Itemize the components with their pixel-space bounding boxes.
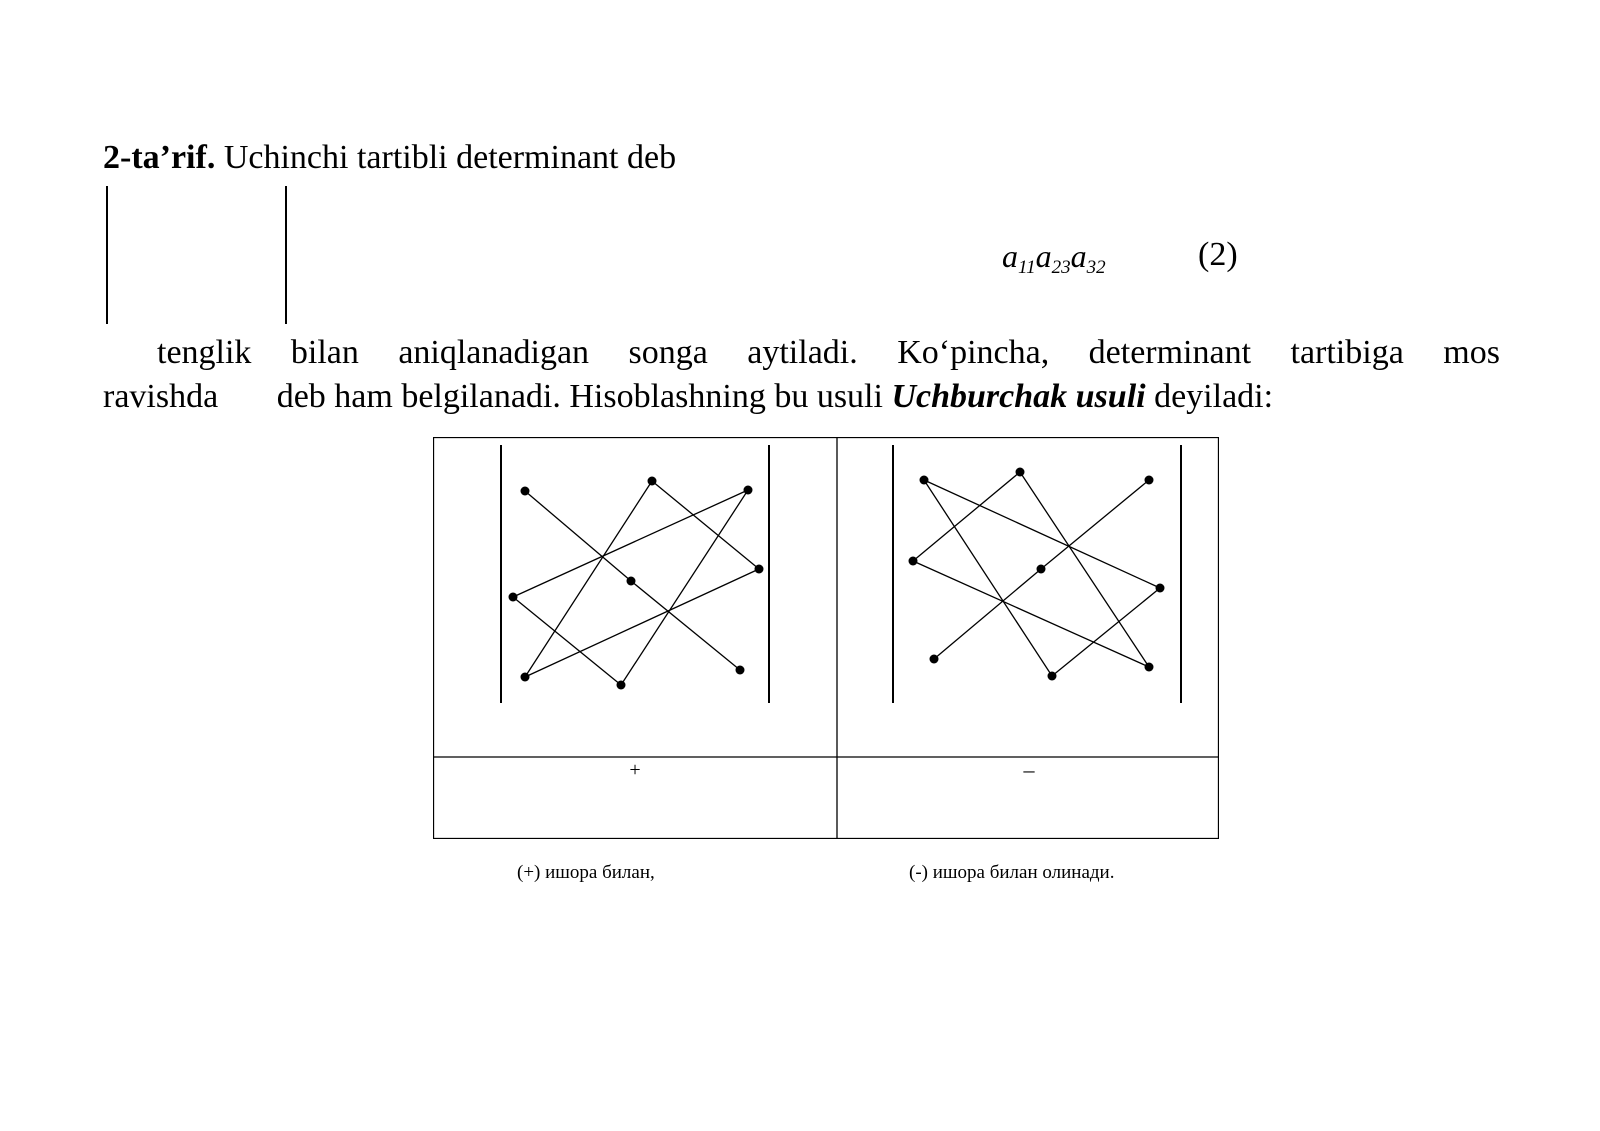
caption-minus: (-) ишора билан олинади.	[909, 862, 1115, 883]
definition-label: 2-ta’rif.	[103, 139, 216, 176]
word: aytiladi.	[747, 334, 858, 371]
figure-frame	[434, 438, 1219, 839]
word: bilan	[290, 334, 359, 371]
word: tartibiga	[1290, 334, 1404, 371]
determinant-right-bar	[285, 186, 287, 324]
minus-sign: –	[1023, 757, 1035, 782]
plus-diagram	[501, 445, 769, 703]
word: determinant	[1088, 334, 1252, 371]
paragraph-line-1	[103, 331, 1500, 375]
line2-middle: deb ham belgilanadi. Hisoblashning bu usuli	[276, 378, 883, 415]
word: Ko‘pincha,	[897, 334, 1050, 371]
definition-line	[103, 138, 676, 178]
formula-term: $a_{11}a_{23}a_{32}$	[1002, 238, 1106, 278]
line2-start: ravishda	[103, 378, 219, 415]
triangle-rule-figure	[433, 437, 1219, 839]
plus-sign: +	[629, 759, 641, 781]
equation-number: (2)	[1198, 236, 1238, 273]
word: tenglik	[157, 334, 252, 371]
method-name: Uchburchak usuli	[891, 378, 1146, 415]
paragraph-line-2	[103, 375, 1273, 419]
word: aniqlanadigan	[398, 334, 590, 371]
definition-text: Uchinchi tartibli determinant deb	[223, 139, 677, 176]
determinant-left-bar	[106, 186, 108, 324]
caption-plus: (+) ишора билан,	[517, 862, 655, 883]
line2-end: deyiladi:	[1154, 378, 1274, 415]
word: mos	[1443, 334, 1500, 371]
word: songa	[628, 334, 708, 371]
minus-diagram	[893, 445, 1181, 703]
